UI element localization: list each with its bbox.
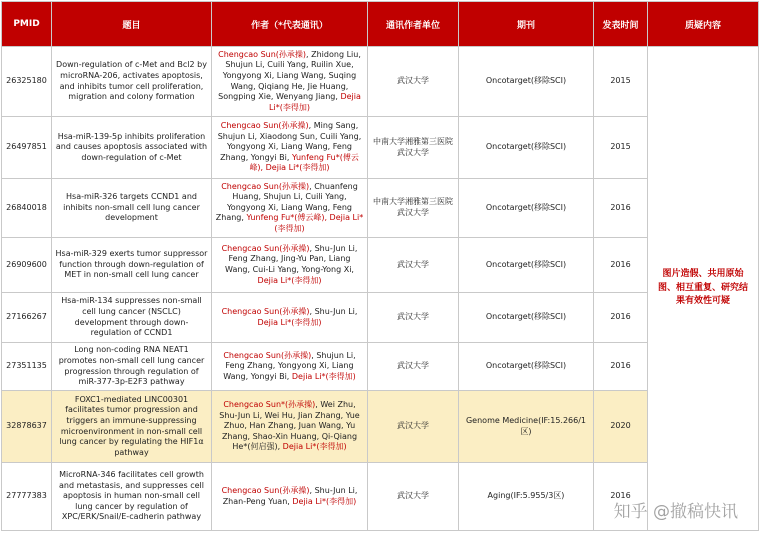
title-cell: Down-regulation of c-Met and Bcl2 by microRNA-206, activates apoptosis, and inhibits tumor cell proliferation, migration and colony formation — [52, 47, 212, 117]
authors-cell — [212, 179, 368, 238]
table-body — [2, 47, 759, 531]
affiliation-cell: 武汉大学 — [368, 391, 459, 463]
corresponding-author: Dejia Li*(李得加) — [282, 442, 347, 452]
authors-cell — [212, 293, 368, 343]
journal-cell: Aging(IF:5.955/3区) — [459, 463, 594, 531]
co-authors: , Shu-Jun Li, — [309, 306, 358, 316]
co-authors: , Shu-Jun Li, Zhan-Peng Yuan, — [222, 485, 358, 506]
year-cell: 2016 — [594, 179, 648, 238]
zhihu-watermark: 知乎 @撤稿快讯 — [613, 502, 738, 522]
pmid-cell: 26497851 — [2, 117, 52, 179]
first-author: Chengcao Sun(孙承操) — [218, 49, 307, 59]
corresponding-author: Dejia Li*(李得加) — [269, 92, 361, 112]
table-row — [2, 179, 759, 238]
header-authors: 作者（*代表通讯） — [212, 2, 368, 47]
journal-cell: Oncotarget(移除SCI) — [459, 117, 594, 179]
first-author: Chengcao Sun(孙承操) — [220, 121, 309, 131]
issue-cell: 图片造假、共用原始图、相互重复、研究结果有效性可疑 — [648, 47, 759, 531]
header-row — [2, 2, 759, 47]
affiliation-cell: 武汉大学 — [368, 238, 459, 293]
table-row — [2, 238, 759, 293]
authors-cell — [212, 117, 368, 179]
authors-cell — [212, 463, 368, 531]
pmid-cell: 27166267 — [2, 293, 52, 343]
year-cell: 2015 — [594, 47, 648, 117]
corresponding-author: Dejia Li*(李得加) — [257, 317, 322, 327]
journal-cell: Oncotarget(移除SCI) — [459, 238, 594, 293]
first-author: Chengcao Sun(孙承操) — [221, 243, 310, 253]
first-author: Chengcao Sun(孙承操) — [223, 350, 312, 360]
journal-cell: Oncotarget(移除SCI) — [459, 293, 594, 343]
title-cell: Hsa-miR-139-5p inhibits proliferation and causes apoptosis associated with down-regulation of c-Met — [52, 117, 212, 179]
pmid-cell: 27351135 — [2, 343, 52, 391]
table-row — [2, 47, 759, 117]
pmid-cell: 32878637 — [2, 391, 52, 463]
co-authors: , Chuanfeng Huang, Shujun Li, Cuili Yang, Yongyong Xi, Liang Wang, Feng Zhang, — [215, 181, 358, 223]
co-authors: , Zhidong Liu, Shujun Li, Cuili Yang, Ruilin Xue, Yongyong Xi, Liang Wang, Suqing Wang, Qiqiang He, Jie Huang, Songping Xie, Wenyang Jiang, — [218, 49, 361, 102]
affiliation-cell: 武汉大学 — [368, 293, 459, 343]
pmid-cell: 27777383 — [2, 463, 52, 531]
year-cell: 2015 — [594, 117, 648, 179]
first-author: Chengcao Sun(孙承操) — [221, 306, 310, 316]
affiliation-cell: 中南大学湘雅第三医院 武汉大学 — [368, 179, 459, 238]
title-cell: Long non-coding RNA NEAT1 promotes non-small cell lung cancer progression through regulation of miR-377-3p-E2F3 pathway — [52, 343, 212, 391]
journal-cell: Oncotarget(移除SCI) — [459, 343, 594, 391]
affiliation-cell: 中南大学湘雅第三医院 武汉大学 — [368, 117, 459, 179]
pmid-cell: 26909600 — [2, 238, 52, 293]
header-affiliation: 通讯作者单位 — [368, 2, 459, 47]
co-authors: , Ming Sang, Shujun Li, Xiaodong Sun, Cuili Yang, Yongyong Xi, Liang Wang, Feng Zhang, Yongyi Bi, — [217, 121, 362, 162]
authors-cell — [212, 391, 368, 463]
pmid-cell: 26840018 — [2, 179, 52, 238]
header-pmid: PMID — [2, 2, 52, 47]
title-cell: Hsa-miR-329 exerts tumor suppressor function through down-regulation of MET in non-small cell lung cancer — [52, 238, 212, 293]
retraction-table — [1, 1, 759, 531]
year-cell: 2016 — [594, 293, 648, 343]
co-authors: , Shu-Jun Li, Feng Zhang, Jing-Yu Pan, Liang Wang, Cui-Li Yang, Yong-Yong Xi, — [225, 243, 358, 274]
authors-cell — [212, 238, 368, 293]
title-cell: Hsa-miR-134 suppresses non-small cell lung cancer (NSCLC) development through down-regulation of CCND1 — [52, 293, 212, 343]
co-authors: , Wei Zhu, Shu-Jun Li, Wei Hu, Jian Zhang, Yue Zhuo, Han Zhang, Juan Wang, Yu Zhang, Shao-Xin Huang, Qi-Qiang He*(何启强), — [219, 400, 360, 452]
pmid-cell: 26325180 — [2, 47, 52, 117]
title-cell: FOXC1-mediated LINC00301 facilitates tumor progression and triggers an immune-suppressing microenvironment in non-small cell lung cancer by regulating the HIF1α pathway — [52, 391, 212, 463]
journal-cell: Oncotarget(移除SCI) — [459, 47, 594, 117]
year-cell: 2020 — [594, 391, 648, 463]
corresponding-author: Dejia Li*(李得加) — [291, 371, 356, 381]
affiliation-cell: 武汉大学 — [368, 47, 459, 117]
table-row — [2, 117, 759, 179]
year-cell: 2016 — [594, 343, 648, 391]
title-cell: Hsa-miR-326 targets CCND1 and inhibits non-small cell lung cancer development — [52, 179, 212, 238]
authors-cell — [212, 343, 368, 391]
journal-cell: Genome Medicine(IF:15.266/1区) — [459, 391, 594, 463]
journal-cell: Oncotarget(移除SCI) — [459, 179, 594, 238]
first-author: Chengcao Sun*(孙承操) — [223, 400, 316, 410]
header-journal: 期刊 — [459, 2, 594, 47]
co-authors: , Shujun Li, Feng Zhang, Yongyong Xi, Liang Wang, Yongyi Bi, — [223, 350, 356, 381]
header-issue: 质疑内容 — [648, 2, 759, 47]
corresponding-author: Yunfeng Fu*(傅云峰), Dejia Li*(李得加) — [246, 213, 364, 233]
authors-cell — [212, 47, 368, 117]
header-year: 发表时间 — [594, 2, 648, 47]
year-cell: 2016 — [594, 463, 648, 531]
first-author: Chengcao Sun(孙承操) — [221, 181, 310, 191]
table-row — [2, 391, 759, 463]
first-author: Chengcao Sun(孙承操) — [221, 485, 310, 495]
year-cell: 2016 — [594, 238, 648, 293]
affiliation-cell: 武汉大学 — [368, 463, 459, 531]
affiliation-cell: 武汉大学 — [368, 343, 459, 391]
corresponding-author: Dejia Li*(李得加) — [257, 275, 322, 285]
table-row — [2, 293, 759, 343]
header-title: 题目 — [52, 2, 212, 47]
corresponding-author: Yunfeng Fu*(傅云峰), Dejia Li*(李得加) — [249, 152, 359, 173]
table-row — [2, 343, 759, 391]
corresponding-author: Dejia Li*(李得加) — [292, 496, 357, 506]
title-cell: MicroRNA-346 facilitates cell growth and metastasis, and suppresses cell apoptosis in human non-small cell lung cancer by regulation of XPC/ERK/Snail/E-cadherin pathway — [52, 463, 212, 531]
